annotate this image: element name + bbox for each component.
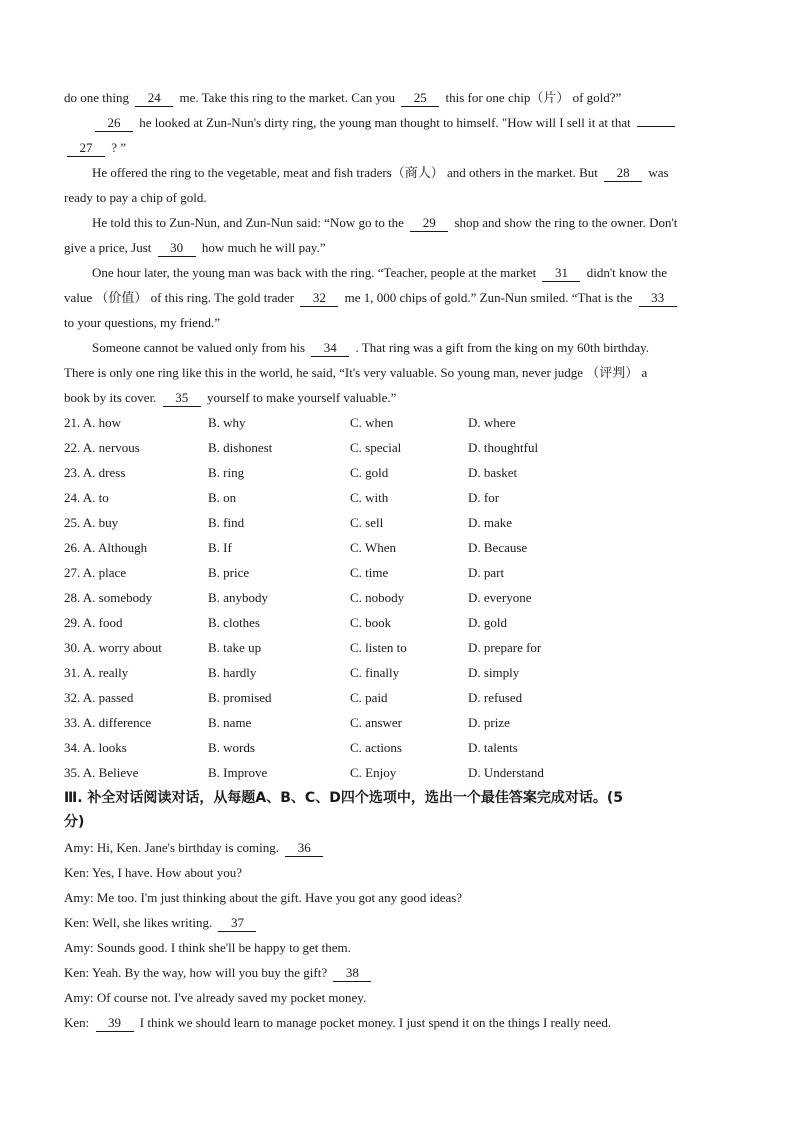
text-run: Ken: Yes, I have. How about you?: [64, 865, 243, 880]
option-choice[interactable]: C. sell: [350, 515, 384, 530]
option-row: [64, 638, 734, 658]
dialogue-line: [64, 988, 366, 1008]
passage-line: [64, 363, 647, 383]
option-choice[interactable]: D. Because: [468, 540, 528, 555]
option-choice[interactable]: B. words: [208, 740, 255, 755]
text-run: Ken: Well, she likes writing.: [64, 915, 216, 930]
section-heading-line2: 分): [64, 814, 85, 830]
dialogue-line: [64, 888, 462, 908]
section-heading-line1: Ⅲ. 补全对话阅读对话，从每题A、B、C、D四个选项中，选出一个最佳答案完成对话。(5: [64, 790, 623, 806]
answer-blank[interactable]: 39: [96, 1015, 134, 1032]
passage-line: [92, 213, 677, 233]
text-run: Amy: Hi, Ken. Jane's birthday is coming.: [64, 840, 283, 855]
text-run: me 1, 000 chips of gold.” Zun-Nun smiled. “That is the: [341, 290, 636, 305]
option-choice[interactable]: 27. A. place: [64, 565, 127, 580]
passage-line: [64, 288, 680, 308]
option-choice[interactable]: B. dishonest: [208, 440, 273, 455]
option-choice[interactable]: 31. A. really: [64, 665, 129, 680]
option-choice[interactable]: B. Improve: [208, 765, 268, 780]
option-choice[interactable]: B. why: [208, 415, 246, 430]
option-row: [64, 563, 734, 583]
option-choice[interactable]: 22. A. nervous: [64, 440, 140, 455]
option-choice[interactable]: C. listen to: [350, 640, 407, 655]
answer-blank[interactable]: 34: [311, 340, 349, 357]
option-row: [64, 613, 734, 633]
text-run: do one thing: [64, 90, 133, 105]
text-run: yourself to make yourself valuable.”: [203, 390, 397, 405]
option-choice[interactable]: D. where: [468, 415, 516, 430]
option-row: [64, 438, 734, 458]
text-run: Ken:: [64, 1015, 93, 1030]
option-choice[interactable]: C. with: [350, 490, 389, 505]
text-run: One hour later, the young man was back with the ring. “Teacher, people at the market: [92, 265, 540, 280]
passage-line: [64, 313, 220, 333]
answer-blank[interactable]: 33: [639, 290, 677, 307]
option-choice[interactable]: C. time: [350, 565, 389, 580]
text-run: I think we should learn to manage pocket money. I just spend it on the things I really need.: [136, 1015, 612, 1030]
text-run: Amy: Me too. I'm just thinking about the gift. Have you got any good ideas?: [64, 890, 463, 905]
answer-blank[interactable]: 32: [300, 290, 338, 307]
option-choice[interactable]: 29. A. food: [64, 615, 123, 630]
option-row: [64, 763, 734, 783]
passage-line: [92, 338, 649, 358]
answer-blank[interactable]: 36: [285, 840, 323, 857]
passage-line: [64, 138, 126, 158]
option-choice[interactable]: 35. A. Believe: [64, 765, 139, 780]
option-choice[interactable]: 25. A. buy: [64, 515, 119, 530]
text-run: didn't know the: [583, 265, 668, 280]
option-choice[interactable]: D. prepare for: [468, 640, 542, 655]
option-row: [64, 713, 734, 733]
answer-blank[interactable]: 30: [158, 240, 196, 257]
option-choice[interactable]: D. gold: [468, 615, 507, 630]
text-run: give a price, Just: [64, 240, 155, 255]
option-row: [64, 513, 734, 533]
dialogue-line: [64, 1013, 611, 1033]
text-run: he looked at Zun-Nun's dirty ring, the young man thought to himself. "How will I sell it at that: [136, 115, 634, 130]
option-choice[interactable]: D. Understand: [468, 765, 544, 780]
text-run: to your questions, my friend.”: [64, 315, 220, 330]
answer-blank[interactable]: 27: [67, 140, 105, 157]
answer-blank[interactable]: [637, 126, 675, 127]
option-choice[interactable]: 24. A. to: [64, 490, 109, 505]
text-run: how much he will pay.”: [198, 240, 326, 255]
text-run: me. Take this ring to the market. Can you: [176, 90, 399, 105]
option-choice[interactable]: C. finally: [350, 665, 400, 680]
option-choice[interactable]: 33. A. difference: [64, 715, 152, 730]
dialogue-line: [64, 963, 374, 983]
passage-line: [92, 113, 678, 133]
dialogue-line: [64, 938, 351, 958]
answer-blank[interactable]: 26: [95, 115, 133, 132]
answer-blank[interactable]: 28: [604, 165, 642, 182]
text-run: Someone cannot be valued only from his: [92, 340, 309, 355]
option-choice[interactable]: D. basket: [468, 465, 518, 480]
text-run: this for one chip（片） of gold?”: [442, 90, 622, 105]
dialogue-line: [64, 838, 326, 858]
option-choice[interactable]: D. everyone: [468, 590, 532, 605]
passage-line: [64, 388, 396, 408]
option-choice[interactable]: D. thoughtful: [468, 440, 539, 455]
passage-line: [64, 238, 326, 258]
option-choice[interactable]: C. Enjoy: [350, 765, 397, 780]
option-choice[interactable]: C. paid: [350, 690, 388, 705]
passage-line: [64, 88, 621, 108]
option-choice[interactable]: B. price: [208, 565, 250, 580]
option-choice[interactable]: D. prize: [468, 715, 510, 730]
option-choice[interactable]: D. make: [468, 515, 513, 530]
option-choice[interactable]: 28. A. somebody: [64, 590, 153, 605]
option-choice[interactable]: D. talents: [468, 740, 518, 755]
option-choice[interactable]: C. When: [350, 540, 396, 555]
text-run: was: [645, 165, 669, 180]
option-choice[interactable]: B. promised: [208, 690, 272, 705]
option-row: [64, 738, 734, 758]
option-choice[interactable]: B. find: [208, 515, 245, 530]
option-choice[interactable]: 23. A. dress: [64, 465, 126, 480]
option-row: [64, 588, 734, 608]
answer-blank[interactable]: 25: [401, 90, 439, 107]
option-choice[interactable]: B. name: [208, 715, 252, 730]
text-run: ready to pay a chip of gold.: [64, 190, 207, 205]
text-run: book by its cover.: [64, 390, 160, 405]
option-row: [64, 413, 734, 433]
option-row: [64, 538, 734, 558]
answer-blank[interactable]: 38: [333, 965, 371, 982]
answer-blank[interactable]: 35: [163, 390, 201, 407]
option-choice[interactable]: 32. A. passed: [64, 690, 134, 705]
option-choice[interactable]: B. on: [208, 490, 237, 505]
text-run: . That ring was a gift from the king on my 60th birthday.: [352, 340, 650, 355]
answer-blank[interactable]: 24: [135, 90, 173, 107]
option-choice[interactable]: B. clothes: [208, 615, 260, 630]
answer-blank[interactable]: 31: [542, 265, 580, 282]
option-choice[interactable]: D. part: [468, 565, 505, 580]
option-row: [64, 463, 734, 483]
option-choice[interactable]: C. answer: [350, 715, 402, 730]
option-choice[interactable]: D. refused: [468, 690, 523, 705]
option-choice[interactable]: D. for: [468, 490, 500, 505]
text-run: There is only one ring like this in the world, he said, “It's very valuable. So young man, never judge （评判） a: [64, 365, 648, 380]
passage-line: [92, 163, 669, 183]
option-choice[interactable]: B. hardly: [208, 665, 257, 680]
dialogue-line: [64, 863, 242, 883]
option-choice[interactable]: B. If: [208, 540, 232, 555]
option-choice[interactable]: B. take up: [208, 640, 262, 655]
option-choice[interactable]: C. when: [350, 415, 394, 430]
answer-blank[interactable]: 37: [218, 915, 256, 932]
option-row: [64, 488, 734, 508]
answer-blank[interactable]: 29: [410, 215, 448, 232]
option-choice[interactable]: C. special: [350, 440, 402, 455]
option-choice[interactable]: C. gold: [350, 465, 389, 480]
option-choice[interactable]: D. simply: [468, 665, 520, 680]
option-choice[interactable]: C. actions: [350, 740, 402, 755]
text-run: He offered the ring to the vegetable, meat and fish traders（商人） and others in the market. But: [92, 165, 602, 180]
option-choice[interactable]: 30. A. worry about: [64, 640, 162, 655]
text-run: Amy: Sounds good. I think she'll be happy to get them.: [64, 940, 351, 955]
option-choice[interactable]: B. ring: [208, 465, 245, 480]
option-choice[interactable]: 21. A. how: [64, 415, 122, 430]
dialogue-line: [64, 913, 259, 933]
option-choice[interactable]: C. nobody: [350, 590, 405, 605]
text-run: He told this to Zun-Nun, and Zun-Nun said: “Now go to the: [92, 215, 408, 230]
text-run: ? ”: [108, 140, 127, 155]
passage-line: [92, 263, 667, 283]
option-choice[interactable]: 34. A. looks: [64, 740, 127, 755]
text-run: value （价值） of this ring. The gold trader: [64, 290, 298, 305]
option-choice[interactable]: 26. A. Although: [64, 540, 148, 555]
text-run: Amy: Of course not. I've already saved my pocket money.: [64, 990, 367, 1005]
text-run: shop and show the ring to the owner. Don't: [451, 215, 678, 230]
option-row: [64, 688, 734, 708]
option-row: [64, 663, 734, 683]
option-choice[interactable]: B. anybody: [208, 590, 268, 605]
text-run: Ken: Yeah. By the way, how will you buy the gift?: [64, 965, 331, 980]
option-choice[interactable]: C. book: [350, 615, 392, 630]
passage-line: [64, 188, 207, 208]
